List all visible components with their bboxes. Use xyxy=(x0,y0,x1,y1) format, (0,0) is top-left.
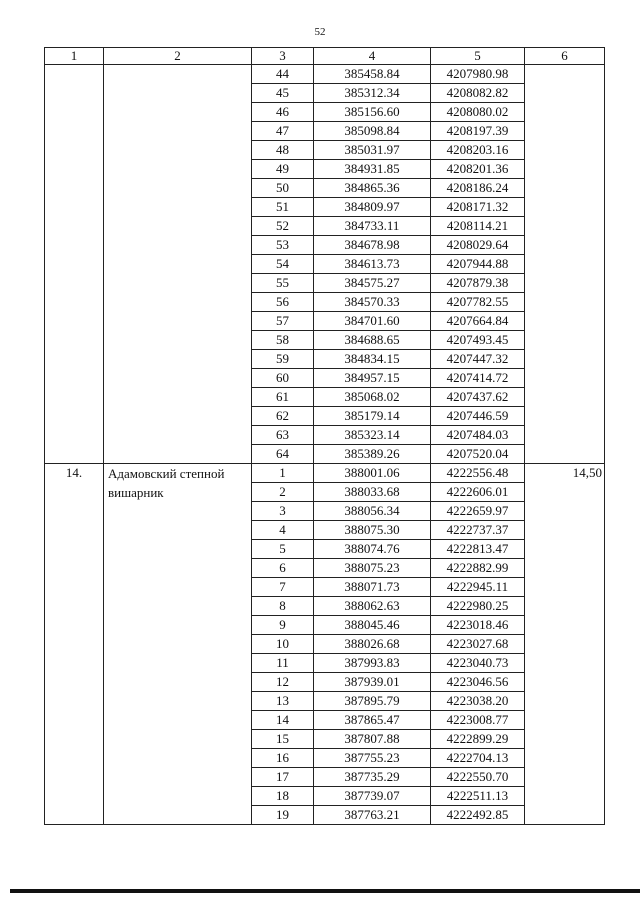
coordinate-y: 4207447.32 xyxy=(431,350,525,369)
point-number: 62 xyxy=(252,407,314,426)
coordinate-x: 388075.23 xyxy=(314,559,431,578)
column-header: 4 xyxy=(314,48,431,65)
point-number: 13 xyxy=(252,692,314,711)
table-row xyxy=(45,65,605,84)
page-number: 52 xyxy=(314,26,326,38)
coordinate-y: 4207520.04 xyxy=(431,445,525,464)
coordinate-y: 4223040.73 xyxy=(431,654,525,673)
coordinate-x: 388045.46 xyxy=(314,616,431,635)
coordinate-y: 4207446.59 xyxy=(431,407,525,426)
coordinate-y: 4208201.36 xyxy=(431,160,525,179)
point-number: 17 xyxy=(252,768,314,787)
coordinate-y: 4222899.29 xyxy=(431,730,525,749)
header-row xyxy=(45,48,605,65)
coordinate-y: 4207484.03 xyxy=(431,426,525,445)
site-name xyxy=(104,65,252,464)
coordinate-y: 4222813.47 xyxy=(431,540,525,559)
column-header: 5 xyxy=(431,48,525,65)
column-header: 6 xyxy=(525,48,605,65)
site-area: 14,50 xyxy=(525,464,605,825)
coordinate-x: 388062.63 xyxy=(314,597,431,616)
coordinate-y: 4223018.46 xyxy=(431,616,525,635)
coordinate-x: 384733.11 xyxy=(314,217,431,236)
point-number: 51 xyxy=(252,198,314,217)
coordinate-y: 4222556.48 xyxy=(431,464,525,483)
coordinate-y: 4222606.01 xyxy=(431,483,525,502)
coordinate-y: 4208029.64 xyxy=(431,236,525,255)
point-number: 55 xyxy=(252,274,314,293)
point-number: 61 xyxy=(252,388,314,407)
coordinate-y: 4222737.37 xyxy=(431,521,525,540)
coordinate-y: 4208114.21 xyxy=(431,217,525,236)
coordinate-y: 4208171.32 xyxy=(431,198,525,217)
coordinate-y: 4208186.24 xyxy=(431,179,525,198)
point-number: 53 xyxy=(252,236,314,255)
bottom-rule xyxy=(10,889,640,893)
point-number: 9 xyxy=(252,616,314,635)
coordinate-x: 384678.98 xyxy=(314,236,431,255)
point-number: 54 xyxy=(252,255,314,274)
coordinate-x: 387807.88 xyxy=(314,730,431,749)
point-number: 14 xyxy=(252,711,314,730)
coordinate-x: 388056.34 xyxy=(314,502,431,521)
coordinate-y: 4223027.68 xyxy=(431,635,525,654)
point-number: 11 xyxy=(252,654,314,673)
coordinate-x: 387739.07 xyxy=(314,787,431,806)
coordinate-x: 385179.14 xyxy=(314,407,431,426)
coordinate-y: 4208197.39 xyxy=(431,122,525,141)
point-number: 10 xyxy=(252,635,314,654)
coordinate-y: 4222945.11 xyxy=(431,578,525,597)
coordinate-x: 388026.68 xyxy=(314,635,431,654)
coordinate-y: 4207437.62 xyxy=(431,388,525,407)
point-number: 52 xyxy=(252,217,314,236)
coordinate-y: 4208082.82 xyxy=(431,84,525,103)
coordinate-y: 4208203.16 xyxy=(431,141,525,160)
coordinate-x: 384701.60 xyxy=(314,312,431,331)
point-number: 49 xyxy=(252,160,314,179)
point-number: 59 xyxy=(252,350,314,369)
coordinate-x: 384931.85 xyxy=(314,160,431,179)
point-number: 4 xyxy=(252,521,314,540)
coordinate-x: 387735.29 xyxy=(314,768,431,787)
coordinate-y: 4223008.77 xyxy=(431,711,525,730)
point-number: 58 xyxy=(252,331,314,350)
site-number: 14. xyxy=(45,464,104,825)
point-number: 57 xyxy=(252,312,314,331)
coordinate-x: 385098.84 xyxy=(314,122,431,141)
coordinate-x: 384809.97 xyxy=(314,198,431,217)
coordinate-y: 4207782.55 xyxy=(431,293,525,312)
coordinate-x: 388001.06 xyxy=(314,464,431,483)
point-number: 15 xyxy=(252,730,314,749)
point-number: 46 xyxy=(252,103,314,122)
coordinate-x: 385458.84 xyxy=(314,65,431,84)
coordinate-x: 387763.21 xyxy=(314,806,431,825)
point-number: 48 xyxy=(252,141,314,160)
coordinate-x: 385389.26 xyxy=(314,445,431,464)
coordinate-x: 385323.14 xyxy=(314,426,431,445)
coordinate-x: 384570.33 xyxy=(314,293,431,312)
point-number: 3 xyxy=(252,502,314,521)
table-row xyxy=(45,464,605,483)
point-number: 64 xyxy=(252,445,314,464)
coordinate-y: 4222659.97 xyxy=(431,502,525,521)
coordinate-x: 388074.76 xyxy=(314,540,431,559)
site-area xyxy=(525,65,605,464)
coordinate-y: 4222882.99 xyxy=(431,559,525,578)
point-number: 47 xyxy=(252,122,314,141)
point-number: 8 xyxy=(252,597,314,616)
point-number: 5 xyxy=(252,540,314,559)
site-name: Адамовский степной вишарник xyxy=(104,464,252,825)
point-number: 60 xyxy=(252,369,314,388)
coordinates-table xyxy=(44,47,605,825)
coordinate-x: 385031.97 xyxy=(314,141,431,160)
coordinate-x: 388033.68 xyxy=(314,483,431,502)
coordinate-y: 4207664.84 xyxy=(431,312,525,331)
coordinate-x: 388071.73 xyxy=(314,578,431,597)
point-number: 44 xyxy=(252,65,314,84)
coordinate-y: 4207414.72 xyxy=(431,369,525,388)
coordinate-x: 387993.83 xyxy=(314,654,431,673)
coordinate-x: 387865.47 xyxy=(314,711,431,730)
coordinate-x: 385156.60 xyxy=(314,103,431,122)
coordinate-x: 385312.34 xyxy=(314,84,431,103)
point-number: 45 xyxy=(252,84,314,103)
coordinate-y: 4222550.70 xyxy=(431,768,525,787)
coordinate-x: 387895.79 xyxy=(314,692,431,711)
point-number: 56 xyxy=(252,293,314,312)
point-number: 2 xyxy=(252,483,314,502)
column-header: 3 xyxy=(252,48,314,65)
coordinate-y: 4207879.38 xyxy=(431,274,525,293)
coordinate-y: 4207980.98 xyxy=(431,65,525,84)
coordinate-y: 4223038.20 xyxy=(431,692,525,711)
coordinate-y: 4207944.88 xyxy=(431,255,525,274)
column-header: 1 xyxy=(45,48,104,65)
coordinate-x: 385068.02 xyxy=(314,388,431,407)
point-number: 18 xyxy=(252,787,314,806)
coordinate-y: 4207493.45 xyxy=(431,331,525,350)
coordinate-y: 4222704.13 xyxy=(431,749,525,768)
coordinate-x: 384613.73 xyxy=(314,255,431,274)
point-number: 16 xyxy=(252,749,314,768)
point-number: 19 xyxy=(252,806,314,825)
coordinate-y: 4222511.13 xyxy=(431,787,525,806)
point-number: 6 xyxy=(252,559,314,578)
point-number: 1 xyxy=(252,464,314,483)
coordinate-y: 4223046.56 xyxy=(431,673,525,692)
coordinate-x: 387755.23 xyxy=(314,749,431,768)
point-number: 7 xyxy=(252,578,314,597)
column-header: 2 xyxy=(104,48,252,65)
point-number: 12 xyxy=(252,673,314,692)
coordinate-x: 384834.15 xyxy=(314,350,431,369)
coordinate-x: 384957.15 xyxy=(314,369,431,388)
site-number xyxy=(45,65,104,464)
coordinate-x: 384688.65 xyxy=(314,331,431,350)
coordinate-y: 4222492.85 xyxy=(431,806,525,825)
coordinate-x: 387939.01 xyxy=(314,673,431,692)
point-number: 63 xyxy=(252,426,314,445)
coordinate-x: 384865.36 xyxy=(314,179,431,198)
coordinate-y: 4208080.02 xyxy=(431,103,525,122)
coordinate-y: 4222980.25 xyxy=(431,597,525,616)
coordinate-x: 388075.30 xyxy=(314,521,431,540)
coordinate-x: 384575.27 xyxy=(314,274,431,293)
point-number: 50 xyxy=(252,179,314,198)
